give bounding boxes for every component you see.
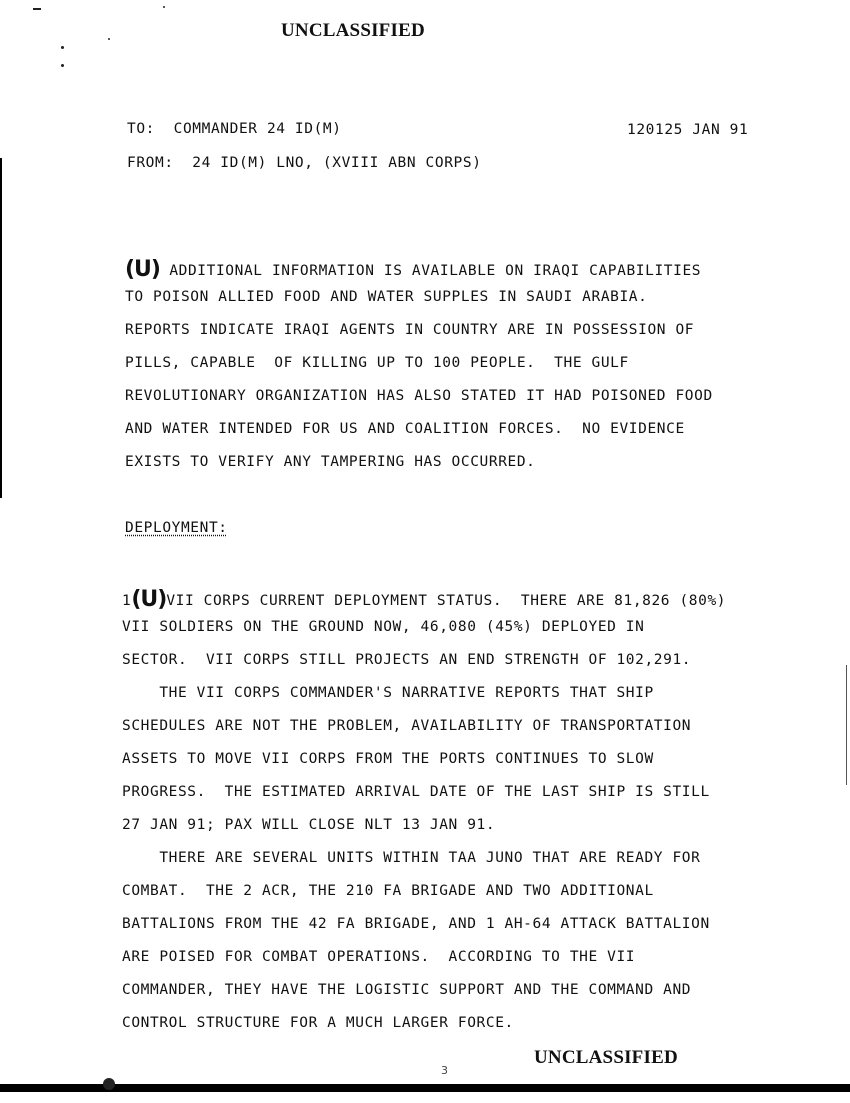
paragraph-line: ARE POISED FOR COMBAT OPERATIONS. ACCORDING TO THE VII [122,949,636,965]
paragraph-line: REPORTS INDICATE IRAQI AGENTS IN COUNTRY ARE IN POSSESSION OF [125,322,695,338]
page-number: 3 [441,1064,448,1077]
paragraph-line: AND WATER INTENDED FOR US AND COALITION FORCES. NO EVIDENCE [125,421,685,437]
paragraph-line: TO POISON ALLIED FOOD AND WATER SUPPLES IN SAUDI ARABIA. [125,289,648,305]
paragraph-line: CONTROL STRUCTURE FOR A MUCH LARGER FORCE. [122,1015,514,1031]
paragraph-deployment [122,586,727,1031]
paragraph-line: SCHEDULES ARE NOT THE PROBLEM, AVAILABILITY OF TRANSPORTATION [122,718,692,734]
paragraph-line: REVOLUTIONARY ORGANIZATION HAS ALSO STATED IT HAD POISONED FOOD [125,388,713,404]
paragraph-line: EXISTS TO VERIFY ANY TAMPERING HAS OCCURRED. [125,454,536,470]
scan-speck [61,46,64,49]
paragraph-line: BATTALIONS FROM THE 42 FA BRIGADE, AND 1 AH-64 ATTACK BATTALION [122,916,710,932]
paragraph-line: THE VII CORPS COMMANDER'S NARRATIVE REPORTS THAT SHIP [122,685,654,701]
paragraph-number: 1 [122,593,132,609]
scan-speck [61,64,64,67]
paragraph-line: ADDITIONAL INFORMATION IS AVAILABLE ON IRAQI CAPABILITIES [159,263,702,279]
paragraph-line: PILLS, CAPABLE OF KILLING UP TO 100 PEOPLE. THE GULF [125,355,629,371]
paragraph-line: SECTOR. VII CORPS STILL PROJECTS AN END STRENGTH OF 102,291. [122,652,692,668]
scan-speck [108,38,110,40]
scan-bottom-bar [0,1084,850,1092]
paragraph-line: ASSETS TO MOVE VII CORPS FROM THE PORTS CONTINUES TO SLOW [122,751,654,767]
scan-speck [33,8,41,10]
classification-marking: (U) [131,587,167,612]
paragraph-line: COMMANDER, THEY HAVE THE LOGISTIC SUPPORT AND THE COMMAND AND [122,982,692,998]
scan-speck [163,6,165,8]
scan-edge-line [846,665,847,785]
classification-header: UNCLASSIFIED [281,20,425,41]
paragraph-poison-intel [125,256,713,470]
scan-edge-line [0,158,2,498]
memo-dtg: 120125 JAN 91 [627,122,749,138]
section-heading-deployment: DEPLOYMENT: [125,520,228,536]
scan-speck [103,1078,115,1090]
memo-to: TO: COMMANDER 24 ID(M) [127,121,342,137]
classification-footer: UNCLASSIFIED [534,1047,678,1068]
paragraph-line: THERE ARE SEVERAL UNITS WITHIN TAA JUNO THAT ARE READY FOR [122,850,701,866]
paragraph-line: VII SOLDIERS ON THE GROUND NOW, 46,080 (45%) DEPLOYED IN [122,619,645,635]
classification-marking: (U) [125,257,160,282]
paragraph-line: PROGRESS. THE ESTIMATED ARRIVAL DATE OF THE LAST SHIP IS STILL [122,784,710,800]
paragraph-line: VII CORPS CURRENT DEPLOYMENT STATUS. THERE ARE 81,826 (80%) [166,593,727,609]
paragraph-line: 27 JAN 91; PAX WILL CLOSE NLT 13 JAN 91. [122,817,496,833]
memo-from: FROM: 24 ID(M) LNO, (XVIII ABN CORPS) [127,155,482,171]
paragraph-line: COMBAT. THE 2 ACR, THE 210 FA BRIGADE AND TWO ADDITIONAL [122,883,654,899]
